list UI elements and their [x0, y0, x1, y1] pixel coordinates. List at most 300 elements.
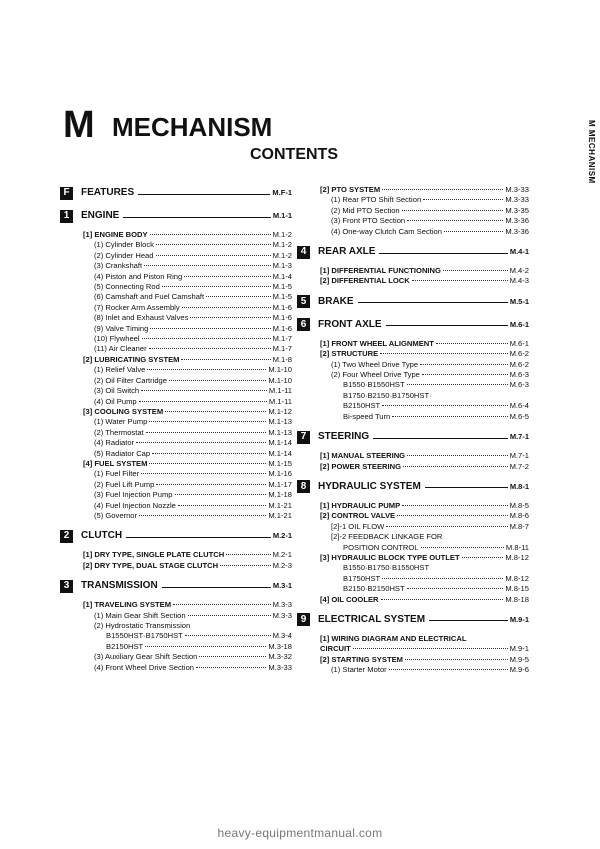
toc-entry[interactable] [60, 652, 292, 662]
section-page-ref: M.9-1 [509, 614, 529, 624]
section-number-icon: F [60, 187, 73, 200]
section-title: HYDRAULIC SYSTEM [318, 480, 421, 492]
section-page-ref: M.8-1 [509, 481, 529, 491]
toc-entry-label: POSITION CONTROL [343, 542, 419, 552]
toc-entry-label: [1] DIFFERENTIAL FUNCTIONING [320, 266, 441, 276]
toc-entry-page: M.8-6 [509, 511, 529, 521]
dot-leader [173, 604, 271, 605]
toc-entry-label: (2) Oil Filter Cartridge [94, 375, 167, 385]
toc-entry[interactable] [297, 370, 529, 380]
dot-leader [145, 646, 266, 647]
toc-entry-page: M.3-32 [268, 652, 292, 662]
toc-entry-label: B1550·B1550HST [343, 380, 405, 390]
toc-entry-label: (9) Valve Timing [94, 323, 149, 333]
section-number-icon: 9 [297, 613, 310, 626]
section-heading[interactable] [297, 294, 529, 310]
leader-line [425, 487, 508, 488]
toc-entry-page: M.1-14 [268, 448, 292, 458]
toc-entry[interactable] [297, 380, 529, 390]
toc-entry-label: (10) Flywheel [94, 334, 140, 344]
toc-entry-page: M.1-6 [272, 313, 292, 323]
toc-entry-page: M.8-15 [505, 584, 529, 594]
section-number-icon: 3 [60, 580, 73, 593]
toc-entry-label: (3) Auxiliary Gear Shift Section [94, 652, 198, 662]
toc-entry-label: (5) Connecting Rod [94, 282, 160, 292]
toc-entry[interactable] [60, 292, 292, 302]
dot-leader [402, 505, 507, 506]
dot-leader [382, 189, 503, 190]
toc-entry[interactable] [297, 206, 529, 216]
toc-entry-page: M.6-1 [509, 338, 529, 348]
toc-entry[interactable] [297, 349, 529, 359]
dot-leader [389, 669, 508, 670]
dot-leader [150, 234, 271, 235]
section-heading[interactable] [297, 429, 529, 445]
toc-entry[interactable] [60, 240, 292, 250]
toc-entry-label: (4) Front Wheel Drive Section [94, 662, 195, 672]
leader-line [126, 537, 271, 538]
toc-entry-page: M.1-8 [272, 354, 292, 364]
toc-entry[interactable] [297, 185, 529, 195]
toc-entry-label: [1] HYDRAULIC PUMP [320, 500, 401, 510]
toc-entry[interactable] [60, 459, 292, 469]
toc-entry-page: M.6-3 [509, 370, 529, 380]
dot-leader [141, 390, 267, 391]
toc-entry-page: M.3-33 [505, 195, 529, 205]
toc-entry-page: M.3-36 [505, 216, 529, 226]
toc-entry[interactable] [297, 553, 529, 563]
toc-entry[interactable] [60, 365, 292, 375]
toc-entry-page: M.3-33 [268, 662, 292, 672]
toc-entry-label: [2] STARTING SYSTEM [320, 654, 403, 664]
section-page-ref: M.3-1 [272, 580, 292, 590]
toc-entry[interactable] [297, 276, 529, 286]
toc-entry[interactable] [297, 227, 529, 237]
toc-entry-page: M.3-36 [505, 226, 529, 236]
toc-entry-label: (3) Crankshaft [94, 261, 143, 271]
dot-leader [462, 557, 504, 558]
section-number-icon: 5 [297, 295, 310, 308]
toc-entry-label: (5) Radiator Cap [94, 448, 151, 458]
toc-entry-label: [2] DIFFERENTIAL LOCK [320, 276, 410, 286]
dot-leader [156, 255, 271, 256]
toc-entry-label: [1] DRY TYPE, SINGLE PLATE CLUTCH [83, 550, 225, 560]
leader-line [429, 620, 508, 621]
dot-leader [156, 244, 271, 245]
toc-entry[interactable] [60, 334, 292, 344]
chapter-letter: M [63, 104, 96, 146]
toc-entry[interactable] [60, 621, 292, 631]
toc-entry-label: [4] FUEL SYSTEM [83, 458, 148, 468]
toc-entry-label: (4) Oil Pump [94, 396, 137, 406]
toc-entry[interactable] [60, 490, 292, 500]
toc-left-column [60, 185, 292, 673]
toc-entry-label: (1) Two Wheel Drive Type [331, 359, 419, 369]
section-number-icon: 4 [297, 246, 310, 259]
toc-entry[interactable] [297, 522, 529, 532]
section-page-ref: M.F-1 [272, 187, 292, 197]
toc-entry-label: [2] PTO SYSTEM [320, 185, 381, 194]
toc-entry[interactable] [297, 665, 529, 675]
toc-entry-page: M.4-3 [509, 276, 529, 286]
watermark: heavy-equipmentmanual.com [217, 826, 383, 840]
section-title: FRONT AXLE [318, 318, 382, 330]
toc-entry-page: M.1-10 [268, 365, 292, 375]
toc-entry[interactable] [60, 480, 292, 490]
dot-leader [444, 231, 503, 232]
leader-line [358, 302, 508, 303]
section-title: REAR AXLE [318, 245, 376, 257]
toc-entry[interactable] [60, 355, 292, 365]
toc-entry-page: M.1-16 [268, 469, 292, 479]
toc-entry-label: (7) Rocker Arm Assembly [94, 302, 180, 312]
toc-entry-page: M.1-11 [268, 396, 292, 406]
toc-entry[interactable] [297, 501, 529, 511]
section-title: ENGINE [81, 209, 120, 221]
dot-leader [142, 338, 271, 339]
toc-entry[interactable] [60, 663, 292, 673]
toc-entry[interactable] [60, 631, 292, 641]
toc-entry-page: M.3-35 [505, 205, 529, 215]
toc-entry-page: M.8-7 [509, 521, 529, 531]
dot-leader [182, 307, 271, 308]
toc-entry-page: M.2-3 [272, 560, 292, 570]
dot-leader [199, 656, 266, 657]
toc-entry-label: (2) Mid PTO Section [331, 205, 400, 215]
toc-entry-label: B2150HST [343, 401, 381, 411]
toc-entry-label: (8) Inlet and Exhaust Valves [94, 313, 189, 323]
toc-entry[interactable] [297, 360, 529, 370]
toc-entry-label: (1) Starter Motor [331, 665, 387, 675]
section-title: FEATURES [81, 186, 135, 198]
toc-entry-page: M.1-2 [272, 230, 292, 239]
toc-entry-label: CIRCUIT [320, 644, 351, 654]
dot-leader [382, 578, 503, 579]
toc-entry[interactable] [297, 451, 529, 461]
section-title: ELECTRICAL SYSTEM [318, 613, 426, 625]
toc-entry-label: (2) Hydrostatic Transmission [94, 621, 191, 630]
section-heading[interactable] [297, 479, 529, 495]
toc-entry-label: [2] STRUCTURE [320, 349, 379, 359]
toc-entry[interactable] [297, 462, 529, 472]
toc-entry-label: [3] COOLING SYSTEM [83, 406, 164, 416]
dot-leader [149, 463, 266, 464]
dot-leader [152, 453, 266, 454]
dot-leader [156, 484, 266, 485]
toc-entry-page: M.3-33 [505, 185, 529, 194]
dot-leader [423, 199, 503, 200]
dot-leader [402, 210, 504, 211]
toc-entry-page: M.1-13 [268, 427, 292, 437]
section-title: TRANSMISSION [81, 579, 158, 591]
section-page-ref: M.4-1 [509, 246, 529, 256]
toc-entry-page: M.6-4 [509, 401, 529, 411]
toc-entry[interactable] [297, 634, 529, 644]
dot-leader [150, 328, 270, 329]
toc-entry-label: (11) Air Cleaner [94, 344, 147, 354]
toc-entry[interactable] [60, 303, 292, 313]
toc-entry-label: (3) Oil Switch [94, 386, 140, 396]
dot-leader [136, 442, 266, 443]
toc-entry-label: [1] WIRING DIAGRAM AND ELECTRICAL [320, 633, 467, 643]
section-title: STEERING [318, 430, 370, 442]
toc-entry-label: [1] MANUAL STEERING [320, 451, 406, 461]
toc-entry[interactable] [60, 511, 292, 521]
leader-line [138, 194, 270, 195]
dot-leader [403, 466, 508, 467]
dot-leader [188, 615, 271, 616]
toc-entry[interactable] [60, 642, 292, 652]
toc-entry-page: M.8-11 [505, 542, 529, 552]
side-tab-label: M MECHANISM [587, 120, 596, 184]
toc-entry[interactable] [297, 574, 529, 584]
toc-entry-page: M.9-6 [509, 665, 529, 675]
dot-leader [162, 286, 271, 287]
toc-entry-label: (6) Camshaft and Fuel Camshaft [94, 292, 205, 302]
toc-entry[interactable] [297, 532, 529, 542]
toc-entry-page: M.1-5 [272, 292, 292, 302]
toc-entry-label: (3) Front PTO Section [331, 216, 406, 226]
toc-entry[interactable] [60, 469, 292, 479]
toc-entry-page: M.1-5 [272, 282, 292, 292]
toc-entry-label: (2) Cylinder Head [94, 250, 154, 260]
toc-entry[interactable] [60, 407, 292, 417]
toc-entry-page: M.7-2 [509, 461, 529, 471]
dot-leader [165, 411, 266, 412]
toc-entry-label: (3) Fuel Injection Pump [94, 490, 173, 500]
toc-entry[interactable] [60, 282, 292, 292]
toc-entry-page: M.3-18 [268, 641, 292, 651]
toc-entry-page: M.3-3 [272, 610, 292, 620]
toc-entry-label: B1550·B1750·B1550HST [343, 563, 430, 573]
dot-leader [382, 405, 507, 406]
dot-leader [421, 547, 504, 548]
toc-entry-label: (2) Thermostat [94, 427, 144, 437]
toc-entry[interactable] [297, 391, 529, 401]
toc-entry[interactable] [297, 216, 529, 226]
section-page-ref: M.6-1 [509, 319, 529, 329]
toc-entry-label: (4) Piston and Piston Ring [94, 271, 183, 281]
toc-entry[interactable] [60, 561, 292, 571]
toc-entry[interactable] [60, 611, 292, 621]
section-number-icon: 7 [297, 431, 310, 444]
toc-entry-label: [2] POWER STEERING [320, 461, 402, 471]
dot-leader [422, 374, 508, 375]
section-heading[interactable] [297, 612, 529, 628]
toc-entry[interactable] [297, 655, 529, 665]
dot-leader [206, 296, 270, 297]
toc-entry-label: (2) Fuel Lift Pump [94, 479, 155, 489]
dot-leader [149, 348, 271, 349]
section-title: BRAKE [318, 295, 354, 307]
toc-entry-label: [3] HYDRAULIC BLOCK TYPE OUTLET [320, 552, 460, 562]
contents-heading: CONTENTS [250, 146, 338, 163]
section-title: CLUTCH [81, 530, 123, 542]
toc-entry-label: B2150·B2150HST [343, 584, 405, 594]
toc-entry[interactable] [60, 313, 292, 323]
toc-entry-page: M.1-21 [268, 500, 292, 510]
toc-entry-page: M.6-3 [509, 380, 529, 390]
toc-entry-page: M.6-2 [509, 349, 529, 359]
toc-entry[interactable] [297, 266, 529, 276]
toc-entry-page: M.9-5 [509, 654, 529, 664]
toc-entry-label: [1] ENGINE BODY [83, 230, 148, 239]
toc-entry[interactable] [60, 417, 292, 427]
toc-entry[interactable] [60, 324, 292, 334]
section-number-icon: 6 [297, 318, 310, 331]
dot-leader [381, 599, 504, 600]
dot-leader [139, 401, 267, 402]
toc-entry-label: [1] TRAVELING SYSTEM [83, 600, 172, 610]
toc-entry-page: M.6-2 [509, 359, 529, 369]
toc-entry-page: M.3-3 [272, 600, 292, 610]
dot-leader [353, 648, 508, 649]
toc-entry-page: M.3-4 [272, 631, 292, 641]
toc-entry-label: (2) Four Wheel Drive Type [331, 370, 420, 380]
leader-line [123, 217, 270, 218]
section-page-ref: M.1-1 [272, 210, 292, 220]
toc-entry[interactable] [297, 511, 529, 521]
section-heading[interactable] [60, 208, 292, 224]
dot-leader [139, 515, 266, 516]
toc-entry-page: M.1-21 [268, 510, 292, 520]
toc-entry-page: M.1-17 [268, 479, 292, 489]
toc-entry-label: B1750·B2150·B1750HST· [343, 390, 432, 400]
dot-leader [386, 526, 507, 527]
toc-entry-page: M.1-18 [268, 490, 292, 500]
toc-entry[interactable] [60, 428, 292, 438]
dot-leader [407, 220, 503, 221]
dot-leader [149, 421, 266, 422]
toc-entry-page: M.1-12 [268, 406, 292, 416]
dot-leader [226, 554, 270, 555]
toc-entry-page: M.1-2 [272, 250, 292, 260]
toc-entry-page: M.2-1 [272, 550, 292, 560]
dot-leader [175, 494, 267, 495]
toc-entry[interactable] [297, 563, 529, 573]
toc-entry-page: M.6-5 [509, 411, 529, 421]
dot-leader [196, 667, 266, 668]
toc-entry-label: (5) Governor [94, 510, 138, 520]
toc-entry-label: [4] OIL COOLER [320, 594, 379, 604]
dot-leader [185, 635, 271, 636]
toc-entry-page: M.4-2 [509, 266, 529, 276]
toc-entry-page: M.1-2 [272, 240, 292, 250]
toc-entry-label: [2]-2 FEEDBACK LINKAGE FOR [331, 532, 443, 542]
toc-entry-page: M.8-18 [505, 594, 529, 604]
toc-entry-label: (1) Cylinder Block [94, 240, 154, 250]
toc-entry[interactable] [60, 386, 292, 396]
toc-entry-label: B2150HST [106, 641, 144, 651]
toc-entry[interactable] [60, 501, 292, 511]
section-heading[interactable] [297, 317, 529, 333]
toc-entry[interactable] [60, 344, 292, 354]
dot-leader [412, 280, 508, 281]
dot-leader [436, 343, 508, 344]
toc-entry-label: (1) Relief Valve [94, 365, 146, 375]
toc-entry-label: (1) Fuel Filter [94, 469, 140, 479]
section-heading[interactable] [60, 185, 292, 201]
leader-line [379, 253, 507, 254]
section-number-icon: 1 [60, 210, 73, 223]
leader-line [373, 438, 508, 439]
section-heading[interactable] [297, 244, 529, 260]
toc-entry-label: (4) Radiator [94, 438, 135, 448]
section-heading[interactable] [60, 528, 292, 544]
toc-entry[interactable] [297, 584, 529, 594]
toc-entry-label: [2] LUBRICATING SYSTEM [83, 354, 180, 364]
toc-entry[interactable] [297, 412, 529, 422]
toc-entry[interactable] [60, 600, 292, 610]
toc-right-column [297, 185, 529, 676]
dot-leader [181, 359, 270, 360]
toc-entry[interactable] [297, 195, 529, 205]
dot-leader [397, 515, 507, 516]
dot-leader [407, 384, 508, 385]
section-number-icon: 2 [60, 530, 73, 543]
toc-entry-label: [1] FRONT WHEEL ALIGNMENT [320, 338, 434, 348]
toc-entry[interactable] [60, 261, 292, 271]
dot-leader [144, 265, 270, 266]
toc-entry[interactable] [297, 595, 529, 605]
toc-entry[interactable] [297, 339, 529, 349]
toc-entry[interactable] [297, 401, 529, 411]
toc-entry[interactable] [60, 550, 292, 560]
dot-leader [443, 270, 508, 271]
toc-entry-page: M.1-7 [272, 334, 292, 344]
toc-entry-label: (1) Rear PTO Shift Section [331, 195, 422, 205]
toc-entry[interactable] [297, 543, 529, 553]
toc-entry[interactable] [60, 230, 292, 240]
toc-entry-page: M.1-11 [268, 386, 292, 396]
toc-entry[interactable] [297, 644, 529, 654]
toc-entry[interactable] [60, 272, 292, 282]
toc-entry-label: (1) Main Gear Shift Section [94, 610, 186, 620]
dot-leader [141, 473, 266, 474]
toc-entry[interactable] [60, 397, 292, 407]
toc-entry-page: M.1-13 [268, 417, 292, 427]
section-heading[interactable] [60, 578, 292, 594]
toc-entry-page: M.1-6 [272, 323, 292, 333]
chapter-title: MECHANISM [112, 112, 273, 142]
toc-entry-page: M.1-10 [268, 375, 292, 385]
dot-leader [147, 369, 266, 370]
dot-leader [184, 276, 270, 277]
toc-entry-page: M.8-12 [505, 552, 529, 562]
dot-leader [392, 416, 507, 417]
toc-entry-label: (4) One-way Clutch Cam Section [331, 226, 442, 236]
toc-entry-label: [2]-1 OIL FLOW [331, 521, 385, 531]
toc-entry[interactable] [60, 438, 292, 448]
toc-entry-label: (1) Water Pump [94, 417, 148, 427]
dot-leader [407, 455, 507, 456]
section-number-icon: 8 [297, 480, 310, 493]
leader-line [162, 587, 271, 588]
toc-entry[interactable] [60, 251, 292, 261]
toc-entry[interactable] [60, 449, 292, 459]
toc-entry-page: M.1-7 [272, 344, 292, 354]
section-page-ref: M.2-1 [272, 531, 292, 541]
dot-leader [169, 380, 266, 381]
toc-entry[interactable] [60, 376, 292, 386]
toc-entry-page: M.8-12 [505, 573, 529, 583]
toc-entry-page: M.1-4 [272, 271, 292, 281]
toc-entry-page: M.1-3 [272, 261, 292, 271]
dot-leader [405, 659, 508, 660]
toc-entry-page: M.7-1 [509, 451, 529, 461]
dot-leader [380, 353, 507, 354]
toc-entry-page: M.1-15 [268, 458, 292, 468]
